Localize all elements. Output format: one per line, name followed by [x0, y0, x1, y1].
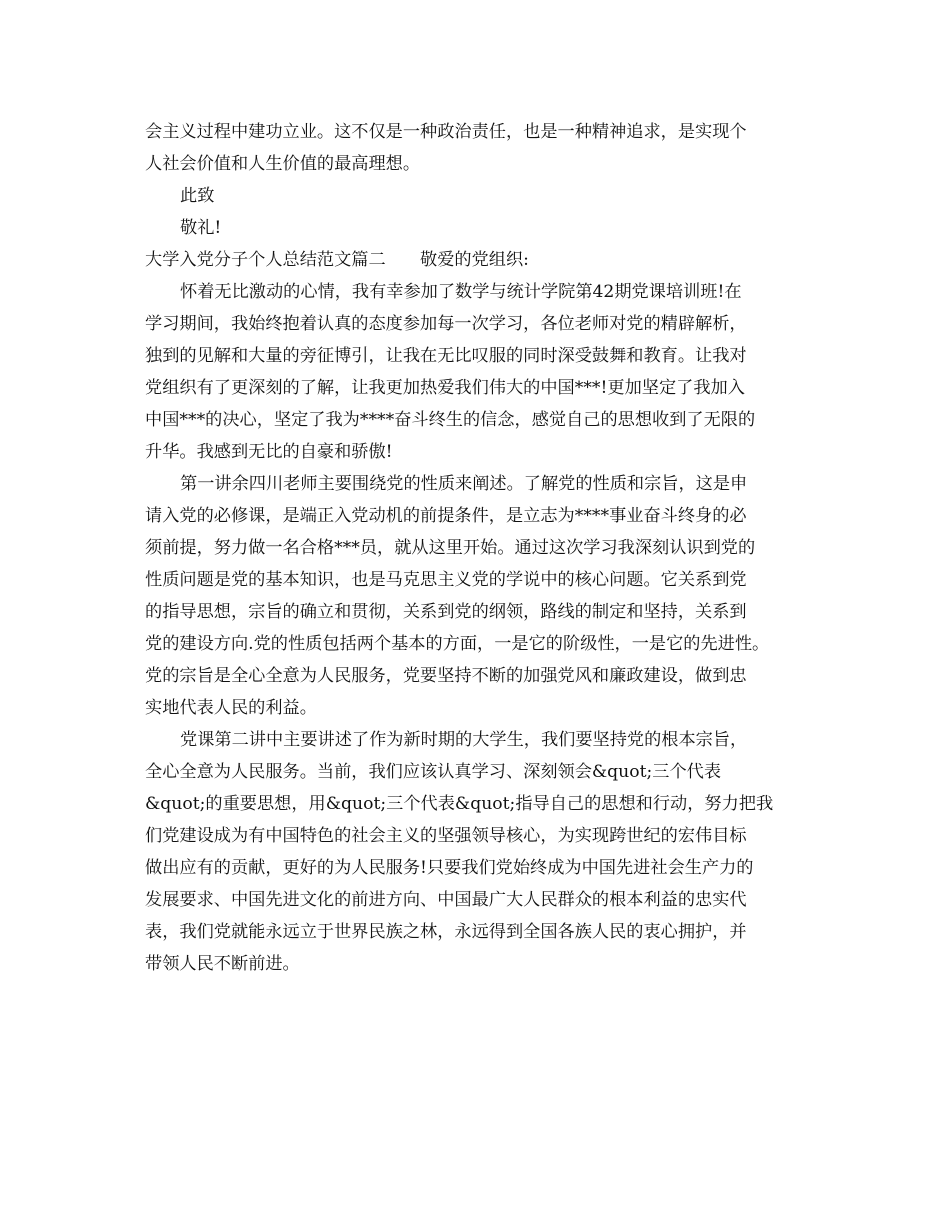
text-line: 怀着无比激动的心情，我有幸参加了数学与统计学院第42期党课培训班!在 — [180, 282, 742, 302]
text-line: 做出应有的贡献，更好的为人民服务!只要我们党始终成为中国先进社会生产力的 — [145, 858, 754, 878]
text-line: 性质问题是党的基本知识，也是马克思主义党的学说中的核心问题。它关系到党 — [145, 570, 747, 590]
document-body — [145, 116, 825, 980]
text-line: 党组织有了更深刻的了解，让我更加热爱我们伟大的中国***!更加坚定了我加入 — [145, 378, 745, 398]
text-line: 学习期间，我始终抱着认真的态度参加每一次学习，各位老师对党的精辟解析， — [145, 314, 747, 334]
text-line: 党课第二讲中主要讲述了作为新时期的大学生，我们要坚持党的根本宗旨， — [180, 730, 748, 750]
text-line: 党的建设方向.党的性质包括两个基本的方面，一是它的阶级性，一是它的先进性。 — [145, 634, 770, 654]
text-line: 敬礼! — [180, 218, 222, 238]
text-line: 人社会价值和人生价值的最高理想。 — [145, 154, 421, 174]
text-line: 升华。我感到无比的自豪和骄傲! — [145, 442, 393, 462]
text-line: 党的宗旨是全心全意为人民服务，党要坚持不断的加强党风和廉政建设，做到忠 — [145, 666, 747, 686]
text-line: 全心全意为人民服务。当前，我们应该认真学习、深刻领会&quot;三个代表 — [145, 762, 722, 782]
text-line: 此致 — [180, 186, 215, 206]
text-line: 请入党的必修课，是端正入党动机的前提条件，是立志为****事业奋斗终身的必 — [145, 506, 747, 526]
text-line: &quot;的重要思想，用&quot;三个代表&quot;指导自己的思想和行动，努力把我 — [145, 794, 774, 814]
text-line: 发展要求、中国先进文化的前进方向、中国最广大人民群众的根本利益的忠实代 — [145, 890, 747, 910]
text-line: 独到的见解和大量的旁征博引，让我在无比叹服的同时深受鼓舞和教育。让我对 — [145, 346, 747, 366]
text-line: 须前提，努力做一名合格***员，就从这里开始。通过这次学习我深刻认识到党的 — [145, 538, 756, 558]
text-line: 的指导思想，宗旨的确立和贯彻，关系到党的纲领，路线的制定和坚持，关系到 — [145, 602, 747, 622]
text-line: 带领人民不断前进。 — [145, 954, 300, 974]
text-line: 们党建设成为有中国特色的社会主义的坚强领导核心，为实现跨世纪的宏伟目标 — [145, 826, 747, 846]
text-line: 表，我们党就能永远立于世界民族之林，永远得到全国各族人民的衷心拥护，并 — [145, 922, 747, 942]
text-line: 会主义过程中建功立业。这不仅是一种政治责任，也是一种精神追求，是实现个 — [145, 122, 747, 142]
text-line: 实地代表人民的利益。 — [145, 698, 317, 718]
text-line: 第一讲余四川老师主要围绕党的性质来阐述。了解党的性质和宗旨，这是申 — [180, 474, 748, 494]
text-line: 中国***的决心，坚定了我为****奋斗终生的信念，感觉自己的思想收到了无限的 — [145, 410, 756, 430]
text-line: 大学入党分子个人总结范文篇二 敬爱的党组织: — [145, 250, 529, 270]
